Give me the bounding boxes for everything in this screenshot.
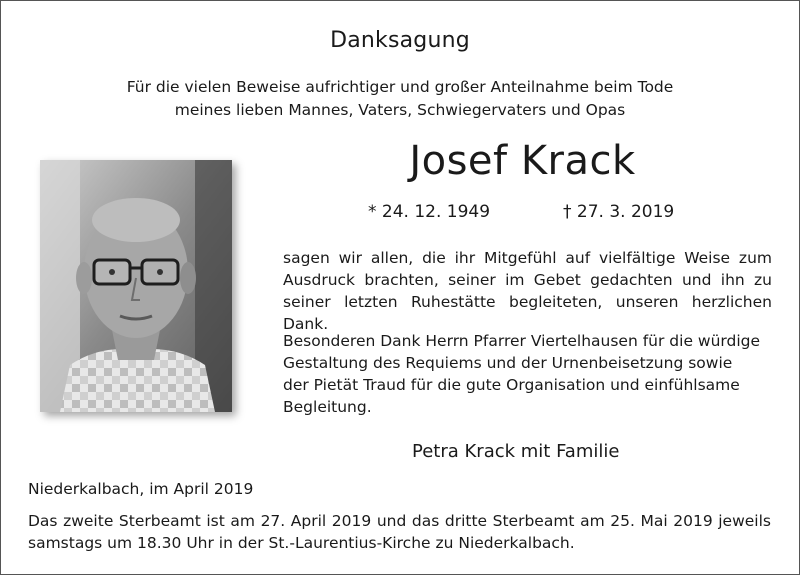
place-date: Niederkalbach, im April 2019 xyxy=(28,480,254,498)
death-date: † 27. 3. 2019 xyxy=(563,202,675,222)
intro-line: Für die vielen Beweise aufrichtiger und großer Anteilnahme beim Tode xyxy=(126,78,674,96)
thanks-paragraph: sagen wir allen, die ihr Mitgefühl auf vielfältige Weise zum Ausdruck brachten, seiner im Gebet gedachten und ihn zu seiner letzten Ruhestätte begleiteten, unseren herzlichen Dank. xyxy=(283,249,772,333)
special-thanks-line: der Pietät Traud für die gute Organisation und einfühlsame xyxy=(283,376,740,394)
signature: Petra Krack mit Familie xyxy=(412,441,620,462)
deceased-name: Josef Krack xyxy=(409,138,636,184)
portrait-image xyxy=(40,160,232,412)
portrait-photo xyxy=(40,160,232,412)
special-thanks-line: Besonderen Dank Herrn Pfarrer Viertelhausen für die würdige xyxy=(283,332,761,350)
special-thanks-paragraph xyxy=(283,330,772,418)
special-thanks-line: Begleitung. xyxy=(283,398,372,416)
intro-line: meines lieben Mannes, Vaters, Schwiegervaters und Opas xyxy=(174,101,626,119)
service-note: Das zweite Sterbeamt ist am 27. April 2019 und das dritte Sterbeamt am 25. Mai 2019 jeweils samstags um 18.30 Uhr in der St.-Laurentius-Kirche zu Niederkalbach. xyxy=(28,512,771,552)
notice-heading: Danksagung xyxy=(330,28,470,53)
intro-text xyxy=(0,76,800,122)
special-thanks-line: Gestaltung des Requiems und der Urnenbeisetzung sowie xyxy=(283,354,733,372)
birth-date: * 24. 12. 1949 xyxy=(368,202,491,222)
